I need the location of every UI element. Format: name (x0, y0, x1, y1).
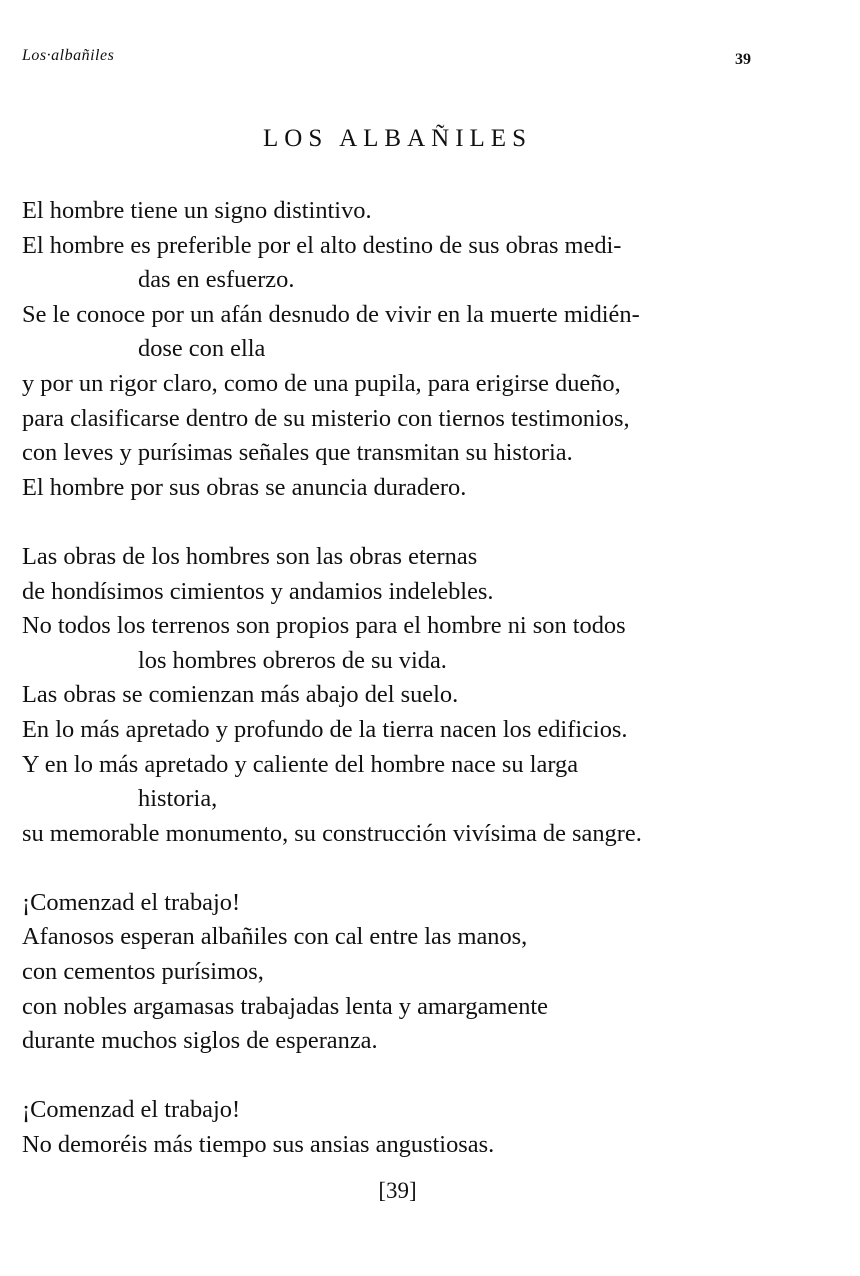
poem-line-continuation: historia, (138, 785, 218, 813)
poem-line: durante muchos siglos de esperanza. (22, 1027, 378, 1055)
poem-line: No todos los terrenos son propios para el hombre ni son todos (22, 612, 626, 640)
poem-line: Las obras se comienzan más abajo del suelo. (22, 681, 459, 709)
poem-line: ¡Comenzad el trabajo! (22, 1096, 241, 1124)
page-number-top: 39 (735, 51, 751, 68)
poem-line: No demoréis más tiempo sus ansias angustiosas. (22, 1131, 495, 1159)
poem-line: En lo más apretado y profundo de la tierra nacen los edificios. (22, 715, 628, 743)
poem-line: Se le conoce por un afán desnudo de vivir en la muerte midién- (22, 300, 640, 328)
stanza-gap (22, 505, 782, 540)
stanza-2 (22, 540, 782, 851)
poem-line: Las obras de los hombres son las obras eternas (22, 542, 478, 570)
stanza-3 (22, 886, 782, 1059)
poem-body (22, 194, 782, 1163)
poem-line: ¡Comenzad el trabajo! (22, 888, 241, 916)
poem-title: LOS ALBAÑILES (263, 125, 532, 152)
poem-line: con leves y purísimas señales que transmitan su historia. (22, 439, 573, 467)
poem-line: para clasificarse dentro de su misterio con tiernos testimonios, (22, 404, 630, 432)
poem-line: Afanosos esperan albañiles con cal entre las manos, (22, 923, 528, 951)
poem-line-continuation: das en esfuerzo. (138, 266, 295, 294)
poem-line-continuation: dose con ella (138, 335, 266, 363)
poem-line: con nobles argamasas trabajadas lenta y amargamente (22, 992, 548, 1020)
stanza-gap (22, 1059, 782, 1094)
poem-line-continuation: los hombres obreros de su vida. (138, 646, 447, 674)
running-head: Los·albañiles (22, 47, 115, 64)
stanza-gap (22, 851, 782, 886)
page-footer-number: [39] (378, 1178, 417, 1203)
poem-line: El hombre tiene un signo distintivo. (22, 197, 372, 224)
stanza-1 (22, 194, 782, 505)
poem-line: de hondísimos cimientos y andamios indelebles. (22, 577, 494, 605)
poem-line: su memorable monumento, su construcción vivísima de sangre. (22, 819, 642, 847)
poem-line: El hombre por sus obras se anuncia duradero. (22, 473, 467, 501)
stanza-4 (22, 1093, 782, 1162)
poem-line: El hombre es preferible por el alto destino de sus obras medi- (22, 231, 622, 259)
poem-line: Y en lo más apretado y caliente del hombre nace su larga (22, 750, 579, 778)
poem-line: con cementos purísimos, (22, 958, 264, 986)
poem-line: y por un rigor claro, como de una pupila, para erigirse dueño, (22, 369, 621, 397)
